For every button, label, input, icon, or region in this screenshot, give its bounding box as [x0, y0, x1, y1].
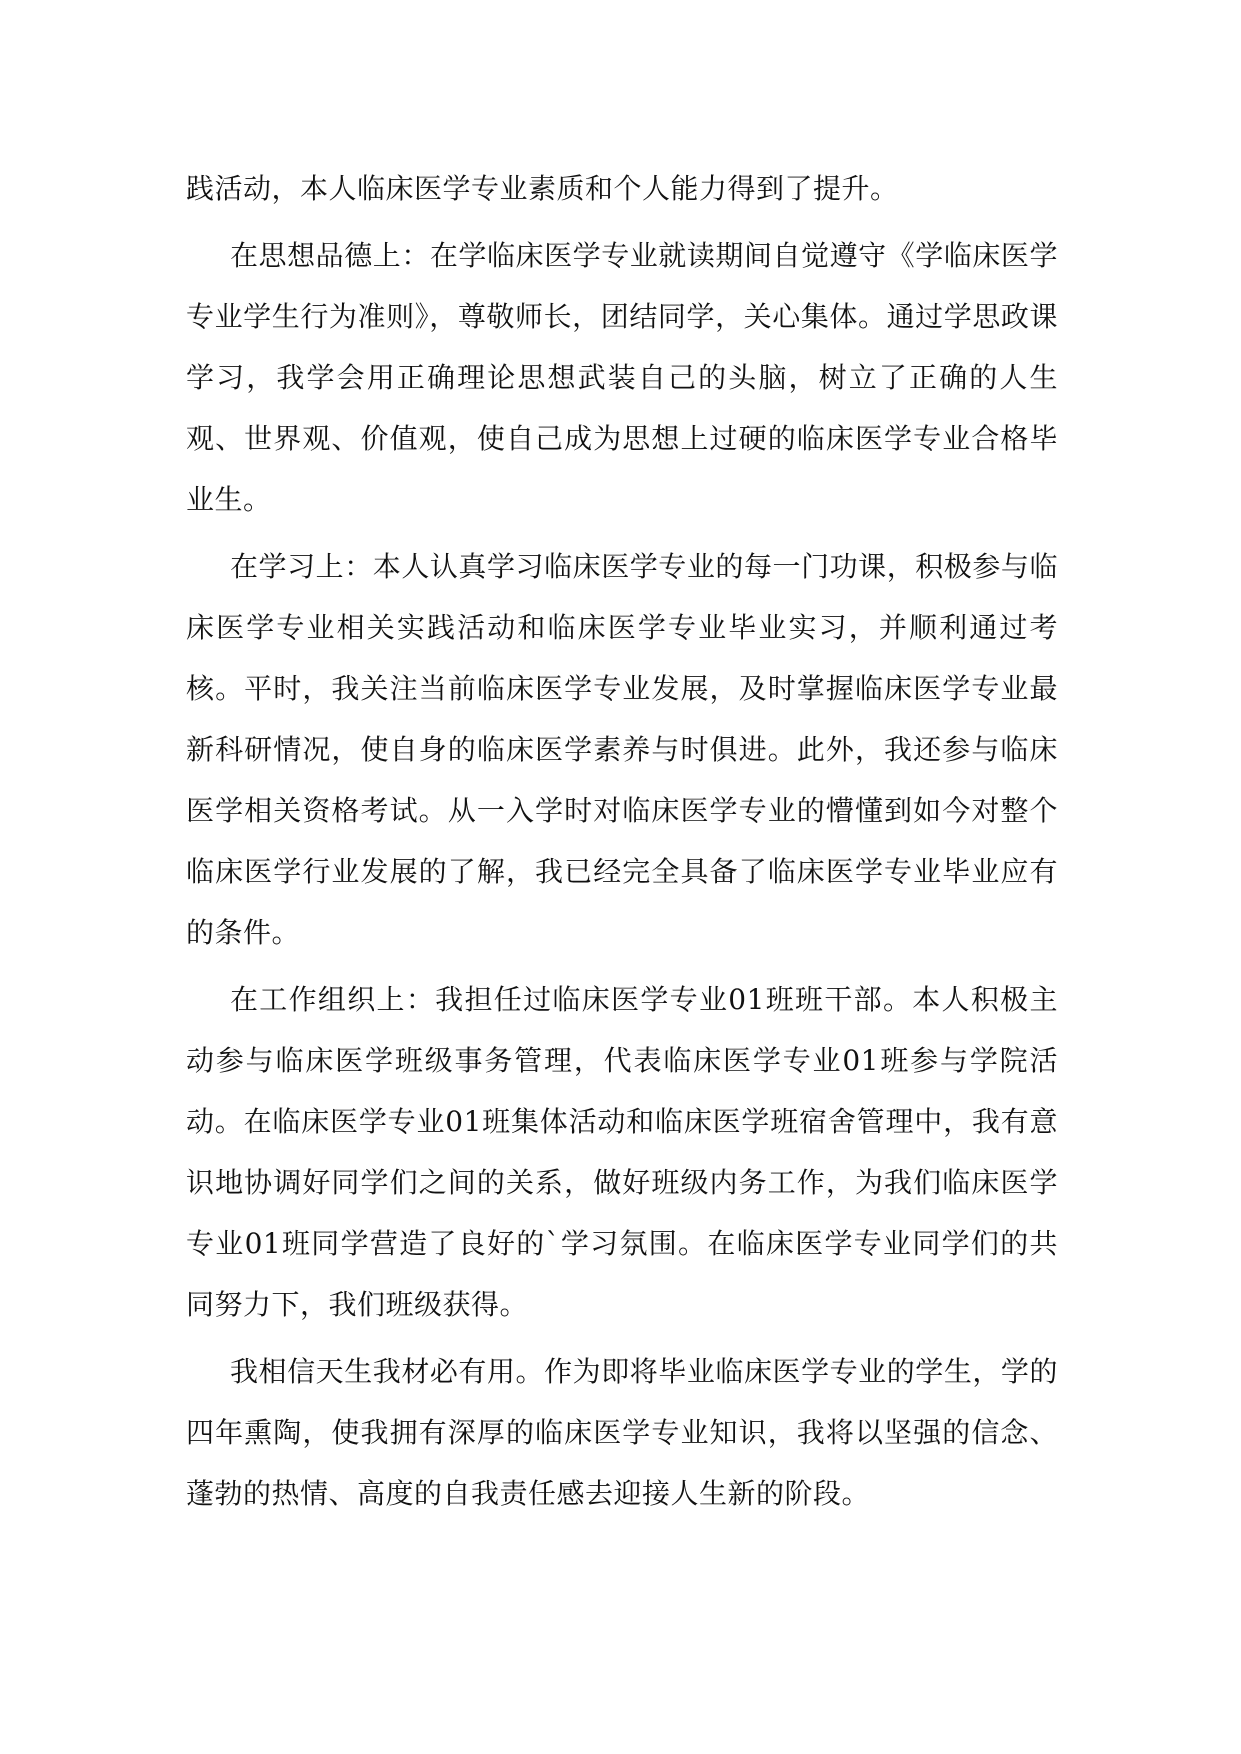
- document-body: [186, 158, 1058, 1530]
- paragraph-continuation: 践活动，本人临床医学专业素质和个人能力得到了提升。: [186, 172, 899, 205]
- paragraph-study: 在学习上：本人认真学习临床医学专业的每一门功课，积极参与临床医学专业相关实践活动和临床医学专业毕业实习，并顺利通过考核。平时，我关注当前临床医学专业发展，及时掌握临床医学专业最新科研情况，使自身的临床医学素养与时俱进。此外，我还参与临床医学相关资格考试。从一入学时对临床医学专业的懵懂到如今对整个临床医学行业发展的了解，我已经完全具备了临床医学专业毕业应有的条件。: [186, 550, 1058, 949]
- paragraph-work-organization: 在工作组织上：我担任过临床医学专业01班班干部。本人积极主动参与临床医学班级事务管理，代表临床医学专业01班参与学院活动。在临床医学专业01班集体活动和临床医学班宿舍管理中，我有意识地协调好同学们之间的关系，做好班级内务工作，为我们临床医学专业01班同学营造了良好的`学习氛围。在临床医学专业同学们的共同努力下，我们班级获得。: [186, 983, 1058, 1321]
- paragraph-conclusion: 我相信天生我材必有用。作为即将毕业临床医学专业的学生，学的四年熏陶，使我拥有深厚的临床医学专业知识，我将以坚强的信念、蓬勃的热情、高度的自我责任感去迎接人生新的阶段。: [186, 1355, 1058, 1510]
- paragraph-ideology: 在思想品德上：在学临床医学专业就读期间自觉遵守《学临床医学专业学生行为准则》，尊敬师长，团结同学，关心集体。通过学思政课学习，我学会用正确理论思想武装自己的头脑，树立了正确的人生观、世界观、价值观，使自己成为思想上过硬的临床医学专业合格毕业生。: [186, 239, 1058, 516]
